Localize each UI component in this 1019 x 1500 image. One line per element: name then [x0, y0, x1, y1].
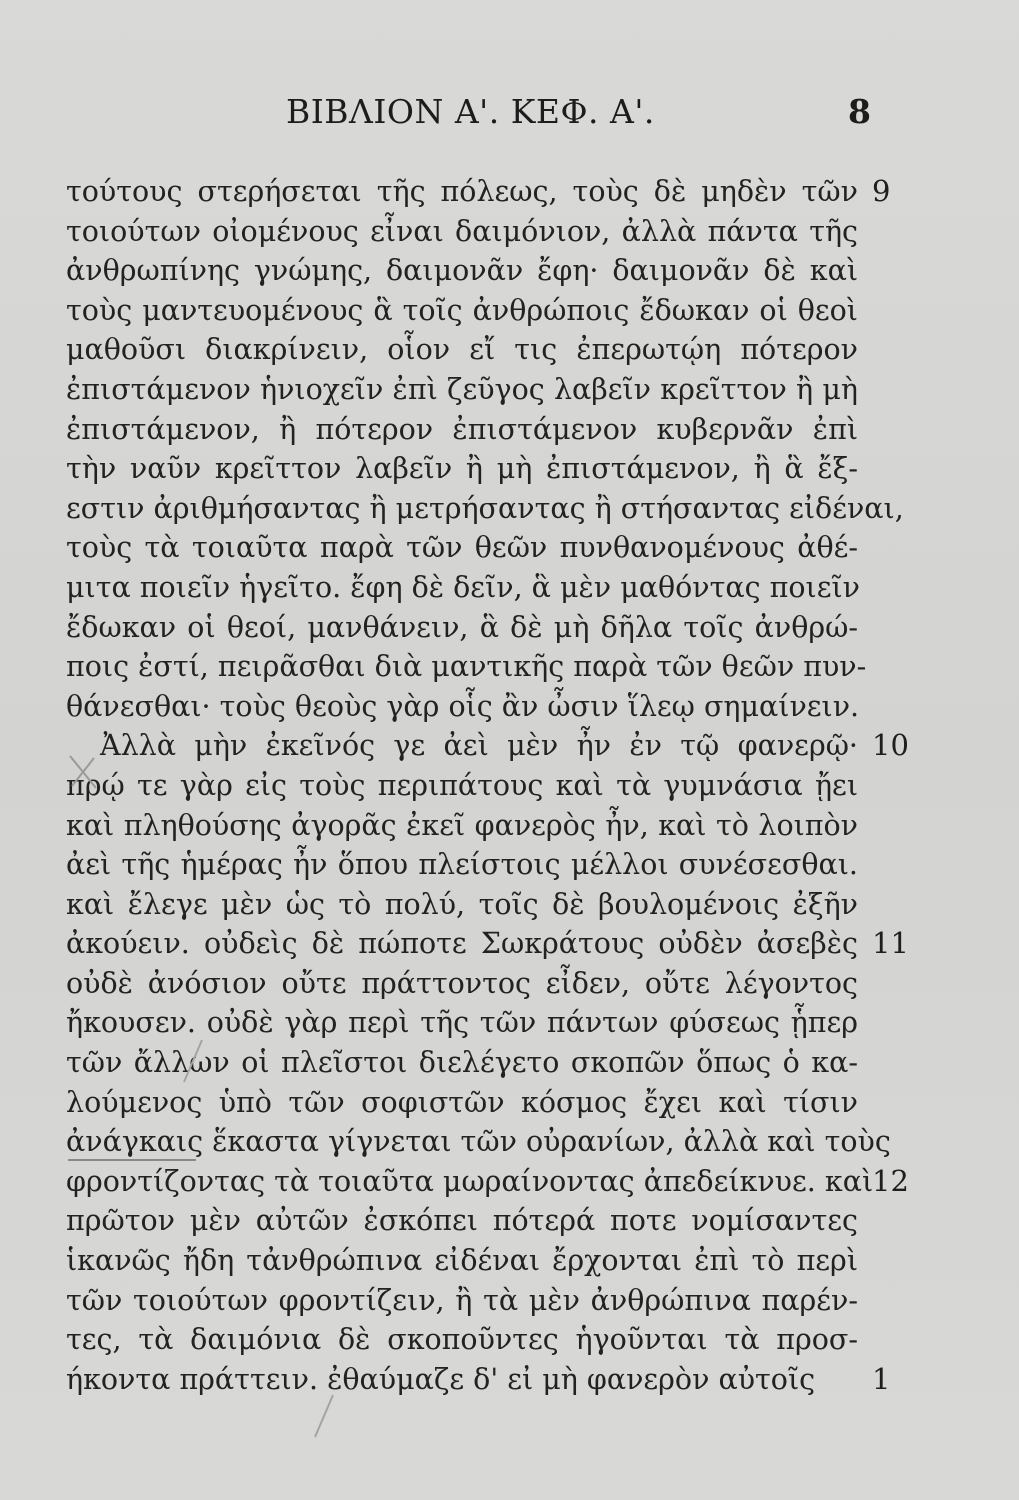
text-line: ἐπιστάμενον, ἢ πότερον ἐπιστάμενον κυβερνᾶν ἐπὶ [66, 412, 858, 446]
text-line: τοὺς μαντευομένους ἃ τοῖς ἀνθρώποις ἔδωκαν οἱ θεοὶ [66, 293, 858, 327]
text-line: καὶ ἔλεγε μὲν ὡς τὸ πολύ, τοῖς δὲ βουλομένοις ἐξῆν [66, 887, 858, 921]
text-line: οὐδὲ ἀνόσιον οὔτε πράττοντος εἶδεν, οὔτε λέγοντος [66, 966, 858, 1000]
section-number: 9 [872, 174, 891, 208]
text-line: ἀεὶ τῆς ἡμέρας ἦν ὅπου πλείστοις μέλλοι συνέσεσθαι. [66, 848, 858, 882]
text-line: ποις ἐστί, πειρᾶσθαι διὰ μαντικῆς παρὰ τῶν θεῶν πυν- [66, 650, 867, 684]
text-line: ἀνθρωπίνης γνώμης, δαιμονᾶν ἔφη· δαιμονᾶν δὲ καὶ [66, 254, 858, 288]
text-line: ἔδωκαν οἱ θεοί, μανθάνειν, ἃ δὲ μὴ δῆλα τοῖς ἀνθρώ- [66, 610, 858, 644]
running-title: ΒΙΒΛΙΟΝ Α'. ΚΕΦ. Α'. [286, 92, 655, 131]
section-number: 11 [872, 926, 909, 961]
text-line: ἀκούειν. οὐδεὶς δὲ πώποτε Σωκράτους οὐδὲν ἀσεβὲς [66, 927, 858, 961]
text-line: μιτα ποιεῖν ἡγεῖτο. ἔφη δὲ δεῖν, ἃ μὲν μαθόντας ποιεῖν [66, 570, 860, 604]
text-line: τοιούτων οἰομένους εἶναι δαιμόνιον, ἀλλὰ πάντα τῆς [66, 214, 858, 248]
text-line: τῶν ἄλλων οἱ πλεῖστοι διελέγετο σκοπῶν ὅπως ὁ κα- [66, 1046, 858, 1080]
text-line: πρῴ τε γὰρ εἰς τοὺς περιπάτους καὶ τὰ γυμνάσια ᾔει [66, 768, 858, 802]
text-line: θάνεσθαι· τοὺς θεοὺς γὰρ οἷς ἂν ὦσιν ἵλεῳ σημαίνειν. [66, 689, 860, 723]
text-line: καὶ πληθούσης ἀγορᾶς ἐκεῖ φανερὸς ἦν, καὶ τὸ λοιπὸν [66, 808, 858, 842]
text-line: τες, τὰ δαιμόνια δὲ σκοποῦντες ἡγοῦνται τὰ προσ- [66, 1323, 858, 1357]
text-line: τὴν ναῦν κρεῖττον λαβεῖν ἢ μὴ ἐπιστάμενον, ἢ ἃ ἔξ- [66, 452, 858, 486]
text-line: τούτους στερήσεται τῆς πόλεως, τοὺς δὲ μηδὲν τῶν [66, 175, 858, 208]
pencil-slash-mark [311, 1393, 337, 1439]
text-line: ἤκουσεν. οὐδὲ γὰρ περὶ τῆς τῶν πάντων φύσεως ᾗπερ [66, 1006, 858, 1040]
text-line: τῶν τοιούτων φροντίζειν, ἢ τὰ μὲν ἀνθρώπινα παρέν- [66, 1283, 858, 1317]
text-line: ήκοντα πράττειν. ἐθαύμαζε δ' εἰ μὴ φανερὸν αὐτοῖς [66, 1362, 816, 1396]
text-line: μαθοῦσι διακρίνειν, οἷον εἴ τις ἐπερωτῴη πότερον [66, 333, 858, 367]
text-line: Ἀλλὰ μὴν ἐκεῖνός γε ἀεὶ μὲν ἦν ἐν τῷ φανερῷ· [100, 729, 858, 763]
text-line: πρῶτον μὲν αὐτῶν ἐσκόπει πότερά ποτε νομίσαντες [66, 1204, 858, 1238]
text-line: ἀνάγκαις ἕκαστα γίγνεται τῶν οὐρανίων, ἀλλὰ καὶ τοὺς [66, 1125, 891, 1159]
section-number: 1 [872, 1362, 891, 1396]
text-line: ἐπιστάμενον ἡνιοχεῖν ἐπὶ ζεῦγος λαβεῖν κρεῖττον ἢ μὴ [66, 372, 858, 406]
page-number: 8 [848, 92, 871, 131]
text-line: εστιν ἀριθμήσαντας ἢ μετρήσαντας ἢ στήσαντας εἰδέναι, [66, 491, 904, 525]
text-line: φροντίζοντας τὰ τοιαῦτα μωραίνοντας ἀπεδείκνυε. καὶ [66, 1164, 874, 1198]
text-line: ἱκανῶς ἤδη τἀνθρώπινα εἰδέναι ἔρχονται ἐπὶ τὸ περὶ [66, 1244, 858, 1278]
section-number: 12 [872, 1164, 909, 1198]
text-line: τοὺς τὰ τοιαῦτα παρὰ τῶν θεῶν πυνθανομένους ἀθέ- [66, 531, 858, 565]
page-header [0, 92, 1019, 142]
text-line: λούμενος ὑπὸ τῶν σοφιστῶν κόσμος ἔχει καὶ τίσιν [66, 1085, 858, 1119]
section-number: 10 [872, 728, 909, 763]
